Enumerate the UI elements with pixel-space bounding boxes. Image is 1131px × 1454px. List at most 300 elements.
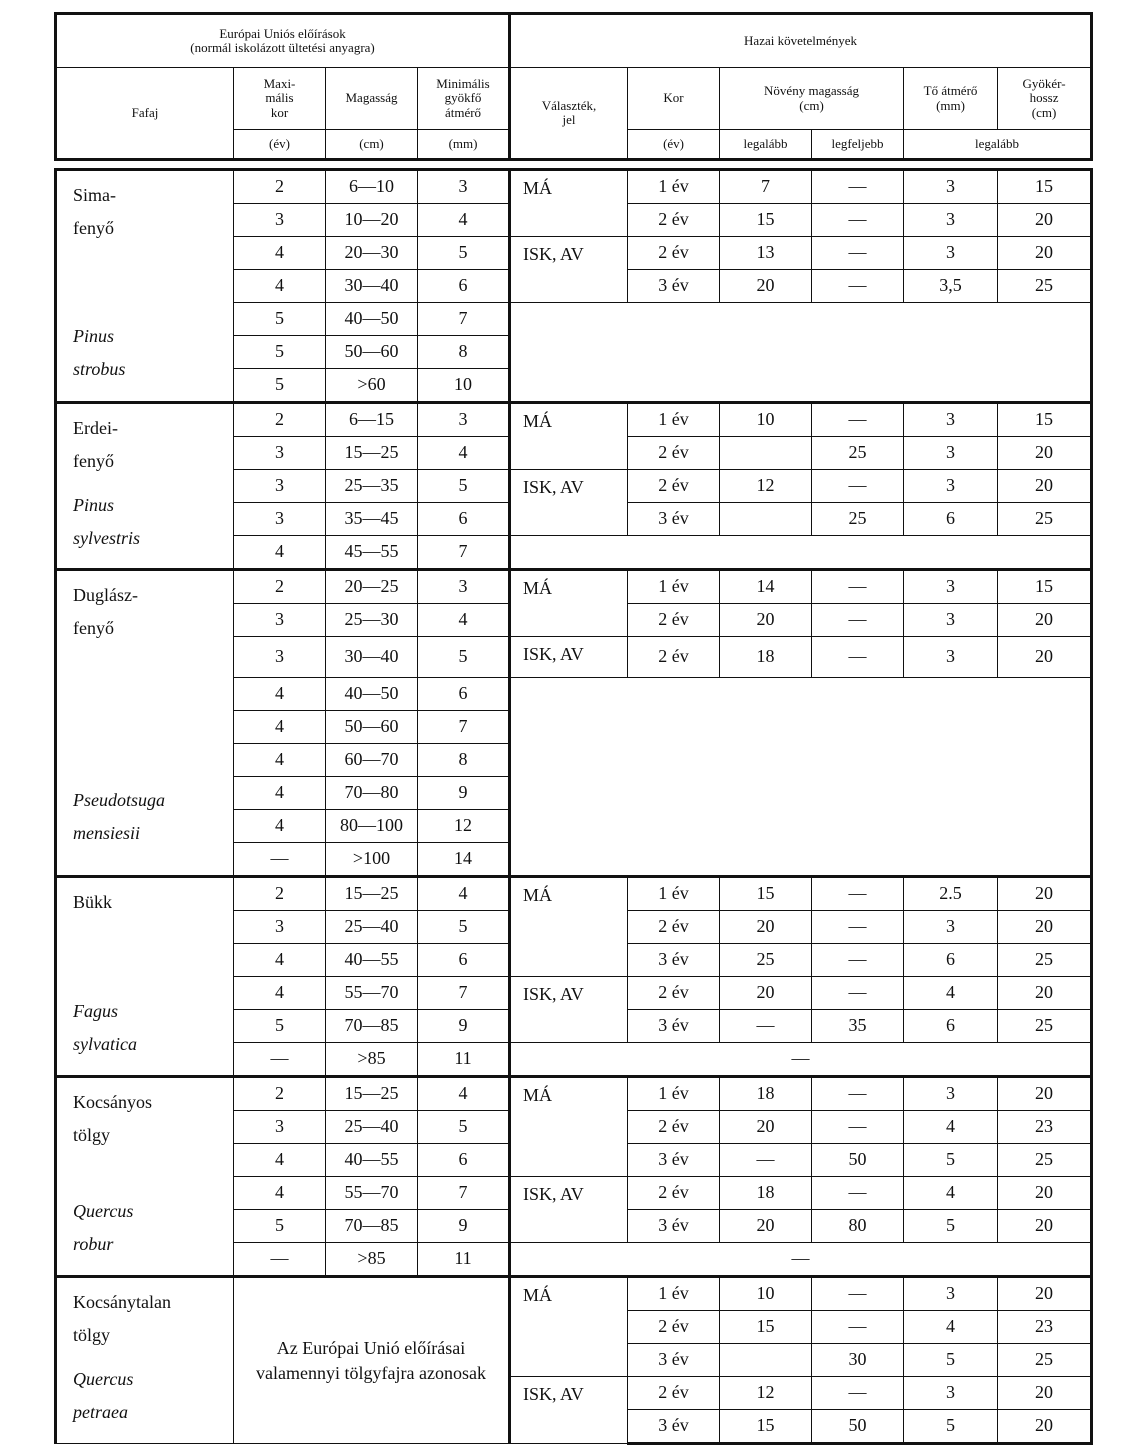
table-row (56, 403, 1092, 437)
species-name (56, 1277, 234, 1444)
col-max-kor: Maxi- mális kor (234, 68, 326, 130)
cell-legalabb: 12 (720, 470, 812, 503)
unit-legalabb: legalább (720, 130, 812, 160)
species-name-hu: Kocsányos (73, 1092, 152, 1112)
unit-ev: (év) (234, 130, 326, 160)
cell-kor: 1 év (628, 570, 720, 604)
species-name (56, 570, 234, 877)
cell-min-gyokfo: 10 (418, 369, 510, 403)
cell-gyokerhossz: 20 (998, 1277, 1092, 1311)
cell-gyokerhossz: 23 (998, 1311, 1092, 1344)
cell-min-gyokfo: 7 (418, 711, 510, 744)
cell-min-gyokfo: 4 (418, 877, 510, 911)
cell-max-kor: 3 (234, 470, 326, 503)
cell-valasztek: MÁ (510, 570, 628, 637)
col-kor: Kor (628, 68, 720, 130)
cell-magassag: >85 (326, 1043, 418, 1077)
cell-to-atmero: 5 (904, 1410, 998, 1444)
cell-empty-hu (510, 536, 1092, 570)
cell-legalabb: 20 (720, 270, 812, 303)
species-name-hu-2 (73, 919, 233, 952)
cell-to-atmero: 6 (904, 944, 998, 977)
cell-max-kor: 3 (234, 204, 326, 237)
cell-legalabb: — (720, 1010, 812, 1043)
cell-magassag: 55—70 (326, 977, 418, 1010)
cell-magassag: 50—60 (326, 711, 418, 744)
species-name-latin: Fagus (73, 1000, 118, 1021)
cell-legfeljebb: 30 (812, 1344, 904, 1377)
cell-min-gyokfo: 4 (418, 1077, 510, 1111)
cell-max-kor: 4 (234, 944, 326, 977)
cell-kor: 3 év (628, 944, 720, 977)
cell-magassag: 70—85 (326, 1210, 418, 1243)
species-name-latin: Pinus (73, 494, 115, 515)
col-fafaj: Fafaj (56, 68, 234, 160)
cell-gyokerhossz: 25 (998, 503, 1092, 536)
cell-max-kor: 3 (234, 911, 326, 944)
cell-min-gyokfo: 9 (418, 777, 510, 810)
cell-kor: 1 év (628, 170, 720, 204)
cell-gyokerhossz: 25 (998, 944, 1092, 977)
cell-valasztek: ISK, AV (510, 1177, 628, 1243)
cell-magassag: 55—70 (326, 1177, 418, 1210)
cell-max-kor: 4 (234, 270, 326, 303)
cell-to-atmero: 5 (904, 1210, 998, 1243)
col-min-gyokfo: Minimális gyökfő átmérő (418, 68, 510, 130)
cell-magassag: 20—25 (326, 570, 418, 604)
cell-valasztek: MÁ (510, 1277, 628, 1377)
cell-legfeljebb: — (812, 270, 904, 303)
cell-kor: 3 év (628, 1210, 720, 1243)
cell-gyokerhossz: 20 (998, 877, 1092, 911)
cell-legfeljebb: 50 (812, 1410, 904, 1444)
cell-min-gyokfo: 4 (418, 204, 510, 237)
cell-max-kor: 3 (234, 637, 326, 678)
cell-to-atmero: 4 (904, 1177, 998, 1210)
cell-magassag: >85 (326, 1243, 418, 1277)
cell-kor: 2 év (628, 1377, 720, 1410)
cell-min-gyokfo: 7 (418, 977, 510, 1010)
cell-dash: — (510, 1043, 1092, 1077)
cell-to-atmero: 5 (904, 1344, 998, 1377)
cell-gyokerhossz: 25 (998, 1010, 1092, 1043)
cell-min-gyokfo: 12 (418, 810, 510, 843)
cell-legalabb: 15 (720, 1410, 812, 1444)
cell-gyokerhossz: 25 (998, 270, 1092, 303)
cell-max-kor: 2 (234, 170, 326, 204)
cell-legalabb: 20 (720, 911, 812, 944)
species-name-latin: Quercus (73, 1368, 134, 1389)
unit-legalabb-2: legalább (904, 130, 1092, 160)
cell-legalabb: 12 (720, 1377, 812, 1410)
cell-legfeljebb: 50 (812, 1144, 904, 1177)
species-name-hu-2: tölgy (73, 1125, 111, 1146)
species-name-hu-2: fenyő (73, 618, 114, 639)
cell-min-gyokfo: 9 (418, 1210, 510, 1243)
cell-valasztek: MÁ (510, 170, 628, 237)
cell-valasztek: MÁ (510, 403, 628, 470)
cell-legfeljebb: 25 (812, 503, 904, 536)
cell-magassag: >60 (326, 369, 418, 403)
cell-min-gyokfo: 11 (418, 1243, 510, 1277)
cell-kor: 2 év (628, 237, 720, 270)
cell-kor: 1 év (628, 877, 720, 911)
cell-magassag: 15—25 (326, 1077, 418, 1111)
cell-to-atmero: 3 (904, 237, 998, 270)
cell-legalabb (720, 1344, 812, 1377)
cell-gyokerhossz: 20 (998, 1077, 1092, 1111)
unit-kor-ev: (év) (628, 130, 720, 160)
species-name-latin-2: petraea (73, 1401, 128, 1422)
cell-magassag: 10—20 (326, 204, 418, 237)
cell-magassag: 30—40 (326, 270, 418, 303)
cell-valasztek: ISK, AV (510, 637, 628, 678)
cell-legfeljebb: 25 (812, 437, 904, 470)
cell-legfeljebb: — (812, 170, 904, 204)
cell-max-kor: 4 (234, 977, 326, 1010)
cell-legfeljebb: — (812, 403, 904, 437)
cell-legalabb: 10 (720, 403, 812, 437)
table-body (54, 168, 1093, 1445)
cell-min-gyokfo: 6 (418, 944, 510, 977)
cell-magassag: 15—25 (326, 877, 418, 911)
cell-legalabb: 10 (720, 1277, 812, 1311)
cell-legalabb: 20 (720, 1111, 812, 1144)
cell-max-kor: 2 (234, 1077, 326, 1111)
species-name-latin-2: strobus (73, 358, 126, 379)
cell-magassag: 25—35 (326, 470, 418, 503)
col-valasztek: Választék, jel (510, 68, 628, 160)
cell-magassag: 40—50 (326, 303, 418, 336)
cell-min-gyokfo: 7 (418, 1177, 510, 1210)
species-name-latin-2: mensiesii (73, 822, 140, 843)
cell-max-kor: 5 (234, 1210, 326, 1243)
cell-to-atmero: 3,5 (904, 270, 998, 303)
species-name-hu: Bükk (73, 892, 113, 912)
cell-empty-hu (510, 303, 1092, 403)
cell-legfeljebb: — (812, 570, 904, 604)
eu-note: Az Európai Unió előírásai valamennyi tölgyfajra azonosak (234, 1277, 510, 1444)
species-name-latin: Quercus (73, 1200, 134, 1221)
cell-to-atmero: 3 (904, 1277, 998, 1311)
cell-min-gyokfo: 5 (418, 1111, 510, 1144)
cell-gyokerhossz: 15 (998, 570, 1092, 604)
species-name-latin-2: sylvatica (73, 1033, 137, 1054)
cell-kor: 1 év (628, 403, 720, 437)
cell-kor: 3 év (628, 270, 720, 303)
cell-kor: 3 év (628, 1410, 720, 1444)
cell-gyokerhossz: 20 (998, 977, 1092, 1010)
cell-gyokerhossz: 20 (998, 637, 1092, 678)
cell-min-gyokfo: 7 (418, 303, 510, 336)
cell-to-atmero: 3 (904, 204, 998, 237)
cell-legalabb: — (720, 1144, 812, 1177)
cell-magassag: 6—10 (326, 170, 418, 204)
cell-legalabb: 20 (720, 604, 812, 637)
cell-to-atmero: 2.5 (904, 877, 998, 911)
cell-magassag: 50—60 (326, 336, 418, 369)
cell-max-kor: 5 (234, 336, 326, 369)
cell-max-kor: 4 (234, 1144, 326, 1177)
cell-legalabb (720, 437, 812, 470)
cell-to-atmero: 3 (904, 403, 998, 437)
cell-min-gyokfo: 8 (418, 744, 510, 777)
col-magassag: Magasság (326, 68, 418, 130)
species-name (56, 170, 234, 403)
cell-magassag: 60—70 (326, 744, 418, 777)
cell-legfeljebb: — (812, 944, 904, 977)
cell-max-kor: 5 (234, 1010, 326, 1043)
cell-to-atmero: 3 (904, 1077, 998, 1111)
cell-legfeljebb: — (812, 204, 904, 237)
cell-max-kor: 3 (234, 437, 326, 470)
cell-min-gyokfo: 5 (418, 470, 510, 503)
cell-max-kor: — (234, 1243, 326, 1277)
species-name-latin-2: robur (73, 1233, 114, 1254)
cell-max-kor: 2 (234, 403, 326, 437)
cell-legalabb: 20 (720, 1210, 812, 1243)
cell-magassag: 35—45 (326, 503, 418, 536)
species-name-latin-2: sylvestris (73, 527, 140, 548)
cell-legfeljebb: 35 (812, 1010, 904, 1043)
cell-gyokerhossz: 20 (998, 237, 1092, 270)
cell-kor: 2 év (628, 911, 720, 944)
unit-legfeljebb: legfeljebb (812, 130, 904, 160)
cell-to-atmero: 3 (904, 604, 998, 637)
cell-legfeljebb: — (812, 637, 904, 678)
cell-kor: 2 év (628, 637, 720, 678)
eu-title (56, 14, 510, 68)
cell-max-kor: 4 (234, 678, 326, 711)
cell-min-gyokfo: 6 (418, 503, 510, 536)
cell-max-kor: 2 (234, 877, 326, 911)
cell-min-gyokfo: 5 (418, 237, 510, 270)
cell-max-kor: 4 (234, 536, 326, 570)
table-row (56, 170, 1092, 204)
col-gyokerhossz: Gyökér- hossz (cm) (998, 68, 1092, 130)
cell-kor: 2 év (628, 1177, 720, 1210)
cell-min-gyokfo: 6 (418, 1144, 510, 1177)
cell-legfeljebb: — (812, 1111, 904, 1144)
cell-gyokerhossz: 20 (998, 604, 1092, 637)
cell-magassag: 30—40 (326, 637, 418, 678)
cell-magassag: 40—55 (326, 944, 418, 977)
cell-kor: 2 év (628, 1311, 720, 1344)
cell-magassag: 70—80 (326, 777, 418, 810)
cell-max-kor: — (234, 843, 326, 877)
cell-to-atmero: 4 (904, 977, 998, 1010)
cell-legalabb: 15 (720, 204, 812, 237)
cell-dash: — (510, 1243, 1092, 1277)
cell-to-atmero: 3 (904, 1377, 998, 1410)
cell-max-kor: 5 (234, 369, 326, 403)
cell-magassag: 6—15 (326, 403, 418, 437)
cell-to-atmero: 6 (904, 503, 998, 536)
cell-to-atmero: 4 (904, 1311, 998, 1344)
cell-max-kor: 4 (234, 237, 326, 270)
cell-gyokerhossz: 20 (998, 1410, 1092, 1444)
cell-legalabb: 18 (720, 637, 812, 678)
cell-legfeljebb: — (812, 911, 904, 944)
eu-title-line1: Európai Uniós előírások (219, 25, 346, 41)
cell-gyokerhossz: 20 (998, 1210, 1092, 1243)
cell-magassag: 40—55 (326, 1144, 418, 1177)
cell-kor: 3 év (628, 1010, 720, 1043)
cell-to-atmero: 4 (904, 1111, 998, 1144)
cell-legalabb (720, 503, 812, 536)
cell-magassag: 25—40 (326, 1111, 418, 1144)
cell-magassag: 80—100 (326, 810, 418, 843)
cell-legfeljebb: — (812, 1311, 904, 1344)
cell-min-gyokfo: 9 (418, 1010, 510, 1043)
cell-legfeljebb: — (812, 1377, 904, 1410)
cell-gyokerhossz: 20 (998, 437, 1092, 470)
species-name-hu-2: tölgy (73, 1325, 111, 1346)
cell-kor: 2 év (628, 204, 720, 237)
cell-magassag: 25—40 (326, 911, 418, 944)
col-to-atmero: Tő átmérő (mm) (904, 68, 998, 130)
species-name (56, 403, 234, 570)
species-name-hu: Erdei- (73, 418, 118, 438)
cell-kor: 2 év (628, 977, 720, 1010)
eu-title-line2: (normál iskolázott ültetési anyagra) (190, 40, 375, 55)
table-row (56, 877, 1092, 911)
cell-magassag: 70—85 (326, 1010, 418, 1043)
cell-min-gyokfo: 5 (418, 911, 510, 944)
cell-kor: 3 év (628, 503, 720, 536)
cell-magassag: >100 (326, 843, 418, 877)
cell-legfeljebb: — (812, 1077, 904, 1111)
hu-title: Hazai követelmények (510, 14, 1092, 68)
cell-gyokerhossz: 25 (998, 1344, 1092, 1377)
species-name-hu-2: fenyő (73, 218, 114, 239)
cell-magassag: 40—50 (326, 678, 418, 711)
cell-valasztek: MÁ (510, 877, 628, 977)
cell-legfeljebb: — (812, 877, 904, 911)
table-row (56, 1277, 1092, 1311)
cell-valasztek: MÁ (510, 1077, 628, 1177)
cell-gyokerhossz: 23 (998, 1111, 1092, 1144)
cell-gyokerhossz: 20 (998, 204, 1092, 237)
cell-legalabb: 14 (720, 570, 812, 604)
species-name-hu: Sima- (73, 185, 116, 205)
cell-max-kor: 3 (234, 503, 326, 536)
cell-min-gyokfo: 11 (418, 1043, 510, 1077)
cell-min-gyokfo: 6 (418, 678, 510, 711)
cell-legfeljebb: — (812, 1277, 904, 1311)
cell-kor: 3 év (628, 1344, 720, 1377)
species-name-latin: Pseudotsuga (73, 789, 165, 810)
cell-legfeljebb: — (812, 604, 904, 637)
cell-min-gyokfo: 14 (418, 843, 510, 877)
species-name-hu-2: fenyő (73, 451, 114, 472)
cell-gyokerhossz: 15 (998, 170, 1092, 204)
cell-min-gyokfo: 4 (418, 437, 510, 470)
species-name-latin: Pinus (73, 325, 115, 346)
cell-min-gyokfo: 3 (418, 570, 510, 604)
cell-min-gyokfo: 7 (418, 536, 510, 570)
cell-max-kor: 4 (234, 810, 326, 843)
cell-legfeljebb: — (812, 470, 904, 503)
cell-to-atmero: 6 (904, 1010, 998, 1043)
cell-legalabb: 15 (720, 1311, 812, 1344)
cell-kor: 3 év (628, 1144, 720, 1177)
cell-min-gyokfo: 4 (418, 604, 510, 637)
cell-to-atmero: 3 (904, 437, 998, 470)
cell-gyokerhossz: 20 (998, 1377, 1092, 1410)
cell-gyokerhossz: 20 (998, 470, 1092, 503)
table-header (54, 12, 1093, 161)
col-noveny-magassag: Növény magasság (cm) (720, 68, 904, 130)
cell-kor: 1 év (628, 1277, 720, 1311)
cell-to-atmero: 3 (904, 470, 998, 503)
cell-legfeljebb: — (812, 237, 904, 270)
cell-valasztek: ISK, AV (510, 1377, 628, 1444)
cell-max-kor: — (234, 1043, 326, 1077)
cell-legalabb: 25 (720, 944, 812, 977)
species-name-hu: Kocsánytalan (73, 1292, 171, 1312)
table-row (56, 1077, 1092, 1111)
cell-legalabb: 18 (720, 1077, 812, 1111)
table-row (56, 570, 1092, 604)
cell-valasztek: ISK, AV (510, 470, 628, 536)
cell-valasztek: ISK, AV (510, 977, 628, 1043)
cell-min-gyokfo: 3 (418, 170, 510, 204)
cell-min-gyokfo: 6 (418, 270, 510, 303)
cell-valasztek: ISK, AV (510, 237, 628, 303)
cell-to-atmero: 3 (904, 570, 998, 604)
cell-max-kor: 3 (234, 604, 326, 637)
cell-max-kor: 2 (234, 570, 326, 604)
cell-max-kor: 4 (234, 744, 326, 777)
cell-kor: 1 év (628, 1077, 720, 1111)
cell-kor: 2 év (628, 437, 720, 470)
cell-magassag: 15—25 (326, 437, 418, 470)
cell-legalabb: 13 (720, 237, 812, 270)
cell-empty-hu (510, 678, 1092, 877)
species-name (56, 877, 234, 1077)
cell-to-atmero: 3 (904, 170, 998, 204)
cell-legalabb: 20 (720, 977, 812, 1010)
cell-magassag: 25—30 (326, 604, 418, 637)
cell-legfeljebb: — (812, 977, 904, 1010)
cell-max-kor: 3 (234, 1111, 326, 1144)
unit-cm: (cm) (326, 130, 418, 160)
cell-kor: 2 év (628, 1111, 720, 1144)
cell-kor: 2 év (628, 470, 720, 503)
species-name (56, 1077, 234, 1277)
species-name-hu: Duglász- (73, 585, 138, 605)
cell-gyokerhossz: 20 (998, 1177, 1092, 1210)
cell-min-gyokfo: 8 (418, 336, 510, 369)
cell-gyokerhossz: 20 (998, 911, 1092, 944)
cell-to-atmero: 5 (904, 1144, 998, 1177)
cell-magassag: 20—30 (326, 237, 418, 270)
cell-kor: 2 év (628, 604, 720, 637)
cell-legalabb: 15 (720, 877, 812, 911)
cell-gyokerhossz: 25 (998, 1144, 1092, 1177)
cell-max-kor: 5 (234, 303, 326, 336)
cell-min-gyokfo: 5 (418, 637, 510, 678)
cell-max-kor: 4 (234, 1177, 326, 1210)
cell-max-kor: 4 (234, 711, 326, 744)
cell-gyokerhossz: 15 (998, 403, 1092, 437)
cell-legfeljebb: 80 (812, 1210, 904, 1243)
cell-magassag: 45—55 (326, 536, 418, 570)
cell-to-atmero: 3 (904, 637, 998, 678)
cell-legalabb: 18 (720, 1177, 812, 1210)
cell-min-gyokfo: 3 (418, 403, 510, 437)
